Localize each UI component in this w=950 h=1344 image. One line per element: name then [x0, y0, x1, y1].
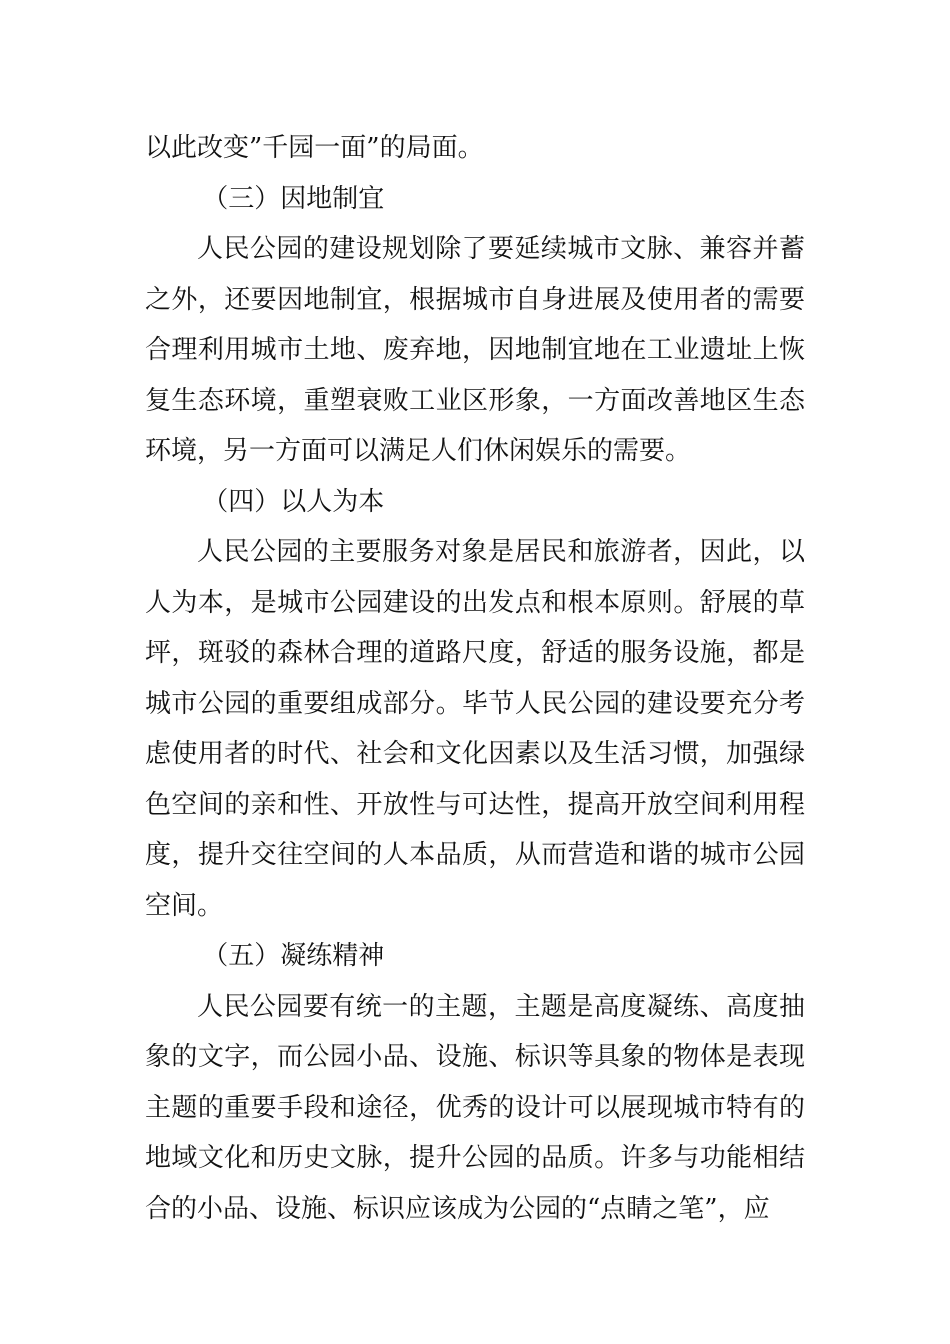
document-body: [145, 123, 805, 1234]
paragraph-adapt-to-local: 人民公园的建设规划除了要延续城市文脉、兼容并蓄之外，还要因地制宜，根据城市自身进展及使用者的需要合理利用城市土地、废弃地，因地制宜地在工业遗址上恢复生态环境，重塑衰败工业区形象，一方面改善地区生态环境，另一方面可以满足人们休闲娱乐的需要。: [145, 234, 805, 466]
paragraph-condense-spirit: 人民公园要有统一的主题，主题是高度凝练、高度抽象的文字，而公园小品、设施、标识等具象的物体是表现主题的重要手段和途径，优秀的设计可以展现城市特有的地域文化和历史文脉，提升公园的品质。许多与功能相结合的小品、设施、标识应该成为公园的“点睛之笔”，应: [145, 991, 805, 1224]
section-heading-5: （五）凝练精神: [202, 941, 385, 971]
paragraph-continuation: 以此改变”千园一面”的局面。: [145, 133, 484, 163]
paragraph-people-oriented: 人民公园的主要服务对象是居民和旅游者，因此，以人为本，是城市公园建设的出发点和根本原则。舒展的草坪，斑驳的森林合理的道路尺度，舒适的服务设施，都是城市公园的重要组成部分。毕节人民公园的建设要充分考虑使用者的时代、社会和文化因素以及生活习惯，加强绿色空间的亲和性、开放性与可达性，提高开放空间利用程度，提升交往空间的人本品质，从而营造和谐的城市公园空间。: [145, 537, 805, 921]
section-heading-4: （四）以人为本: [202, 486, 385, 517]
section-heading-3: （三）因地制宜: [202, 183, 385, 214]
